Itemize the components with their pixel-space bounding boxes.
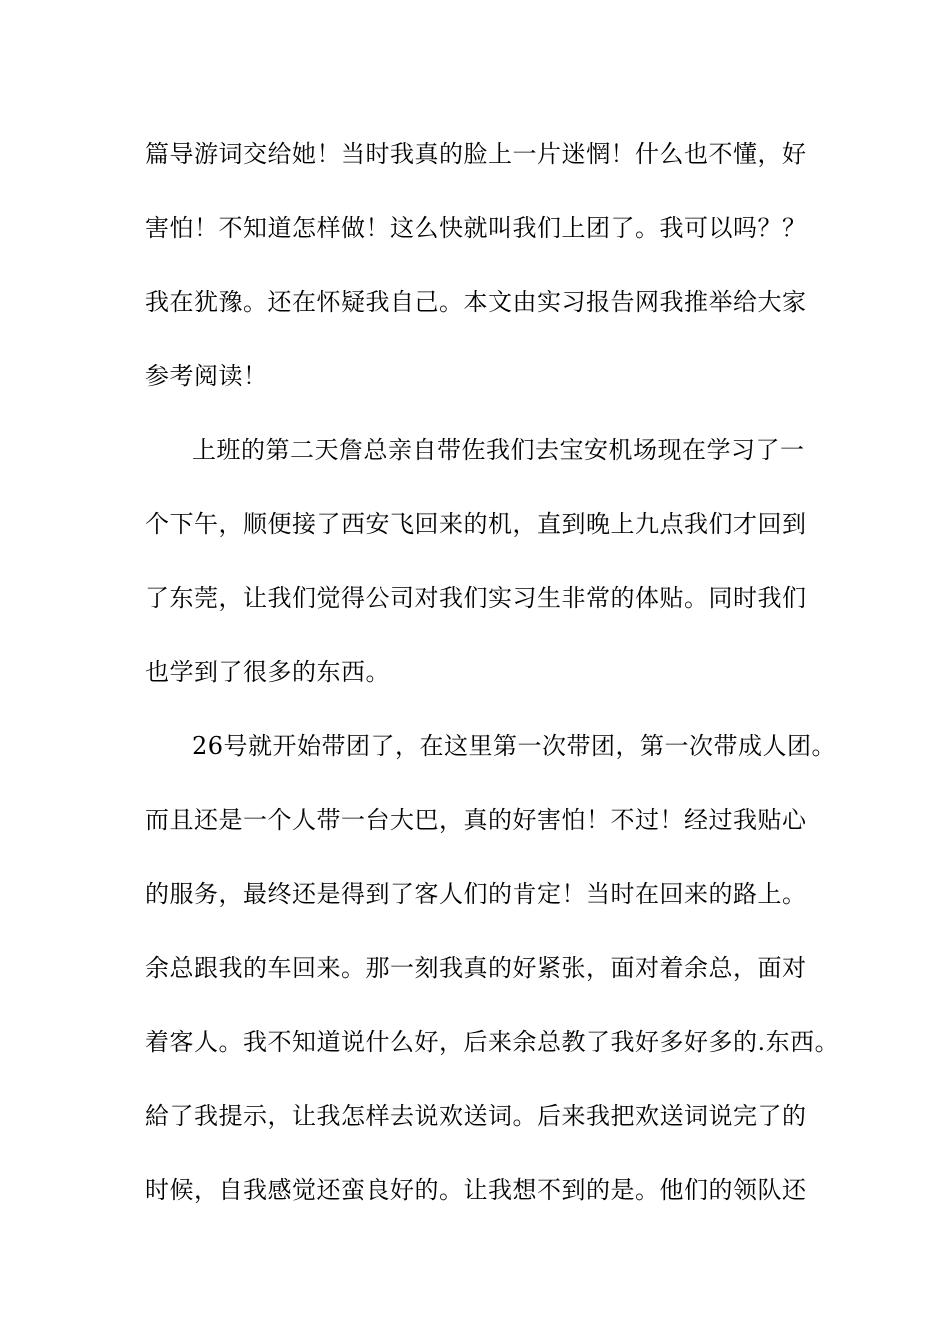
text-line: 害怕！不知道怎样做！这么快就叫我们上团了。我可以吗？？ (145, 214, 807, 242)
text-line: 也学到了很多的东西。 (145, 658, 390, 686)
text-line: 时候，自我感觉还蛮良好的。让我想不到的是。他们的领队还 (145, 1176, 807, 1204)
text-line: 参考阅读！ (145, 362, 268, 390)
text-line: 了东莞，让我们觉得公司对我们实习生非常的体贴。同时我们 (145, 584, 807, 612)
document-body (145, 128, 840, 1238)
paragraph-start-line: 上班的第二天詹总亲自带佐我们去宝安机场现在学习了一 (192, 436, 805, 464)
paragraph-start-line: 26号就开始带团了，在这里第一次带团，第一次带成人团。 (192, 732, 837, 760)
text-line: 而且还是一个人带一台大巴，真的好害怕！不过！经过我贴心 (145, 806, 807, 834)
text-line: 着客人。我不知道说什么好，后来余总教了我好多好多的.东西。 (145, 1028, 840, 1056)
text-line: 篇导游词交给她！当时我真的脸上一片迷惘！什么也不懂，好 (145, 140, 807, 168)
text-line: 的服务，最终还是得到了客人们的肯定！当时在回来的路上。 (145, 880, 807, 908)
text-line: 余总跟我的车回来。那一刻我真的好紧张，面对着余总，面对 (145, 954, 807, 982)
text-line: 个下午，顺便接了西安飞回来的机，直到晚上九点我们才回到 (145, 510, 807, 538)
text-line: 我在犹豫。还在怀疑我自己。本文由实习报告网我推举给大家 (145, 288, 807, 316)
text-line: 給了我提示，让我怎样去说欢送词。后来我把欢送词说完了的 (145, 1102, 807, 1130)
